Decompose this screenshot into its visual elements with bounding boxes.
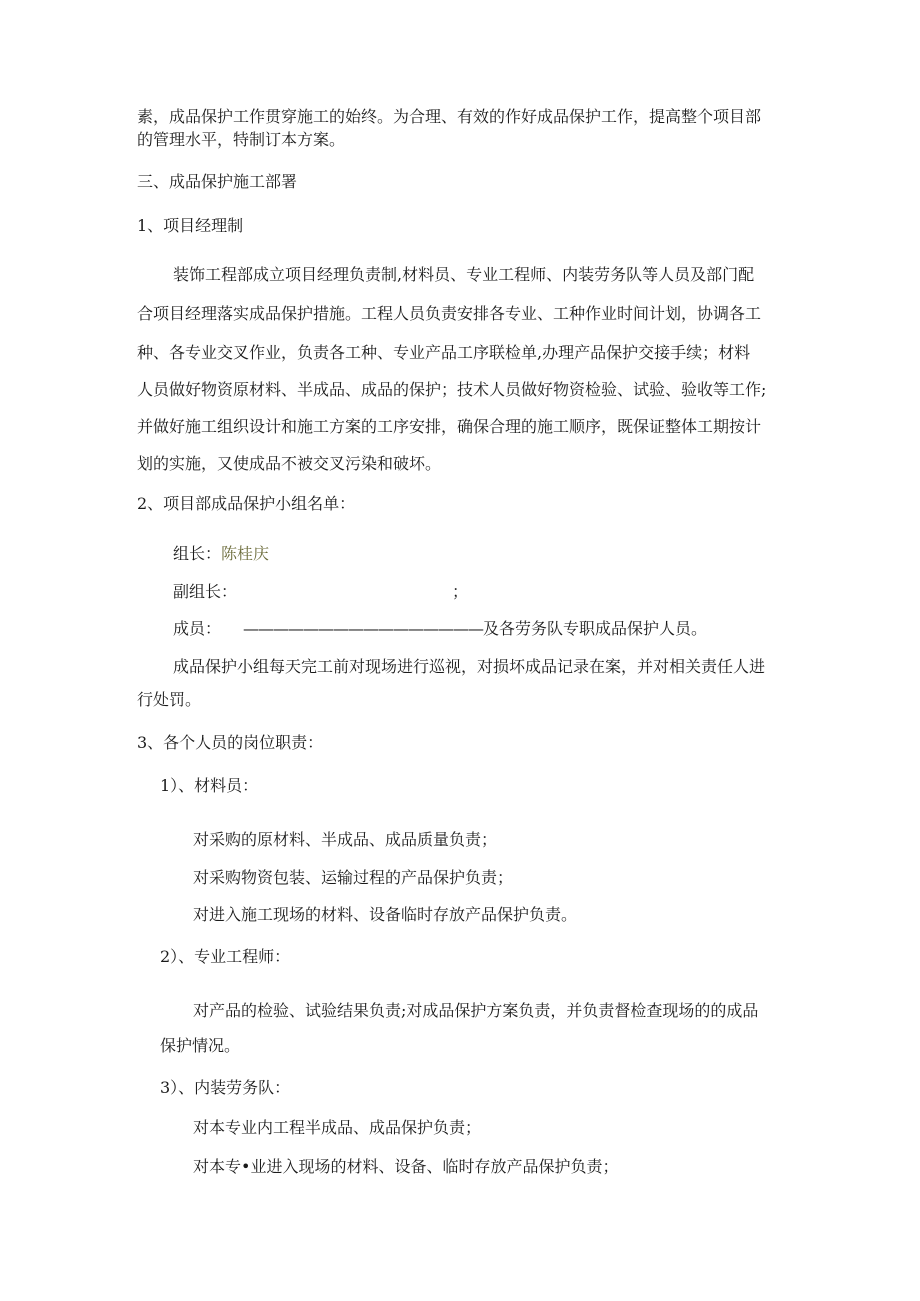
role-3-title: 3）、内装劳务队： <box>160 1078 291 1097</box>
subsection-2-title: 2、项目部成品保护小组名单： <box>137 494 356 513</box>
members-dash: ———————————————— <box>243 619 484 638</box>
s1-paragraph-line: 装饰工程部成立项目经理负责制,材料员、专业工程师、内装劳务队等人员及部门配 <box>173 265 755 284</box>
role-2-line-1: 对产品的检验、试验结果负责;对成品保护方案负责，并负责督检查现场的的成品 <box>193 1001 759 1020</box>
leader-row <box>173 544 269 564</box>
s1-paragraph-line: 并做好施工组织设计和施工方案的工序安排，确保合理的施工顺序，既保证整体工期按计 <box>137 417 762 436</box>
patrol-line-1: 成品保护小组每天完工前对现场进行巡视，对损坏成品记录在案，并对相关责任人进 <box>173 657 766 676</box>
patrol-line-2: 行处罚。 <box>137 690 202 709</box>
deputy-label: 副组长： <box>173 582 238 601</box>
leader-name: 陈桂庆 <box>221 544 270 563</box>
intro-line-1: 素，成品保护工作贯穿施工的始终。为合理、有效的作好成品保护工作，提高整个项目部 <box>137 107 762 126</box>
role-3-item: 对本专业内工程半成品、成品保护负责； <box>193 1118 482 1137</box>
role-1-item: 对采购物资包装、运输过程的产品保护负责； <box>193 868 514 887</box>
members-label: 成员： <box>173 619 222 638</box>
deputy-end: ； <box>452 582 469 601</box>
role-1-item: 对采购的原材料、半成品、成品质量负责； <box>193 830 498 849</box>
s1-paragraph-line: 划的实施，又使成品不被交叉污染和破坏。 <box>137 454 442 473</box>
members-row <box>173 619 707 639</box>
s1-paragraph-line: 人员做好物资原材料、半成品、成品的保护；技术人员做好物资检验、试验、验收等工作; <box>137 380 767 399</box>
role-1-item: 对进入施工现场的材料、设备临时存放产品保护负责。 <box>193 905 578 924</box>
role-2-title: 2）、专业工程师： <box>160 947 291 966</box>
subsection-1-title: 1、项目经理制 <box>137 216 244 235</box>
s1-paragraph-line: 种、各专业交叉作业，负责各工种、专业产品工序联检单,办理产品保护交接手续；材料 <box>137 343 751 362</box>
section-heading: 三、成品保护施工部署 <box>137 172 298 191</box>
role-1-title: 1）、材料员： <box>160 776 259 795</box>
role-2-line-2: 保护情况。 <box>160 1036 241 1055</box>
intro-line-2: 的管理水平，特制订本方案。 <box>137 130 346 149</box>
leader-label: 组长： <box>173 544 222 563</box>
subsection-3-title: 3、各个人员的岗位职责： <box>137 733 324 752</box>
members-text: 及各劳务队专职成品保护人员。 <box>483 619 708 638</box>
s1-paragraph-line: 合项目经理落实成品保护措施。工程人员负责安排各专业、工种作业时间计划，协调各工 <box>137 304 762 323</box>
role-3-item: 对本专•业进入现场的材料、设备、临时存放产品保护负责； <box>193 1157 619 1176</box>
